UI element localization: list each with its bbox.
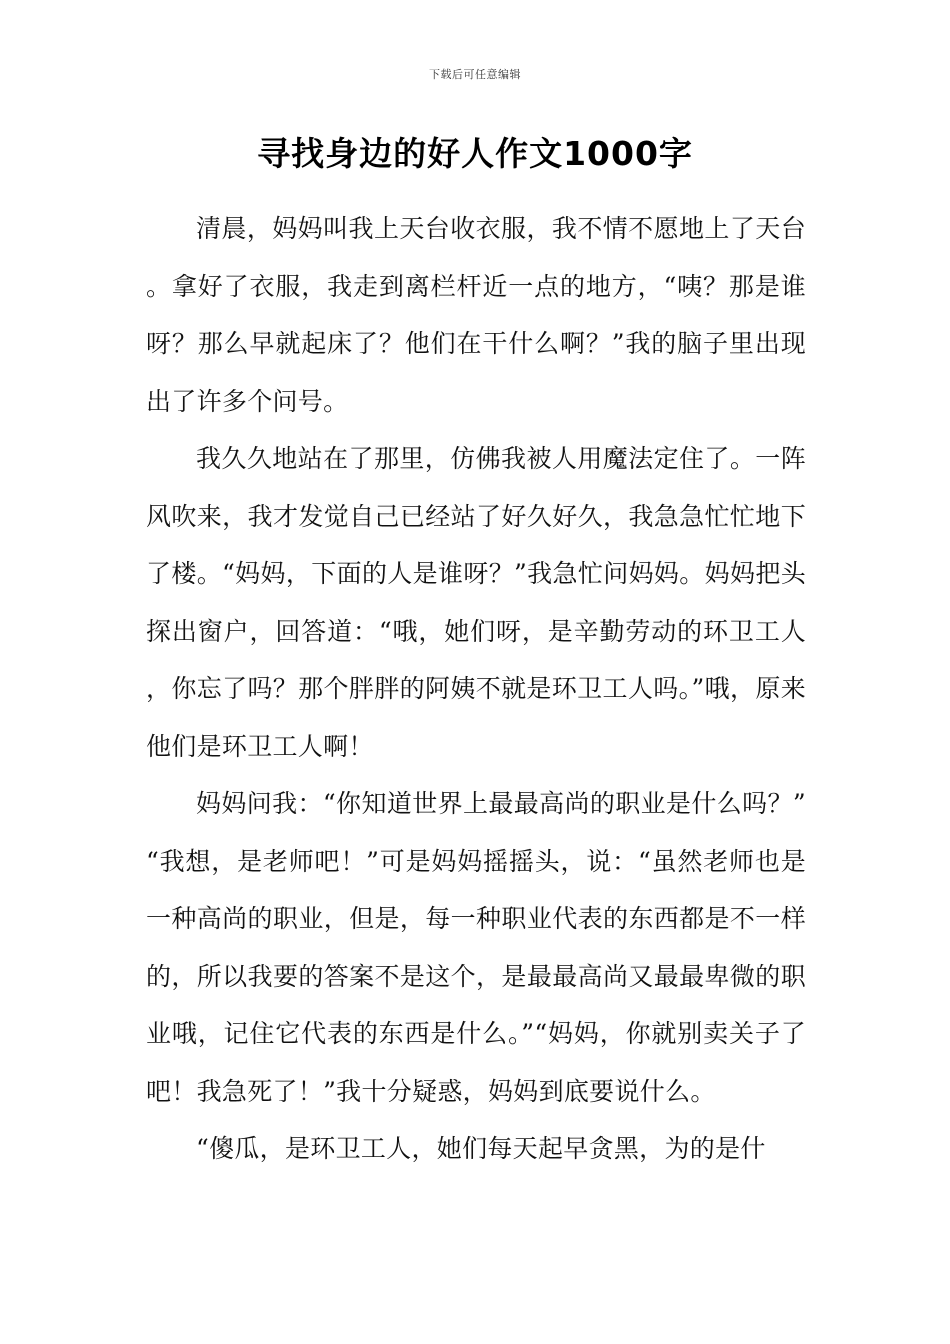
paragraph-3: 妈妈问我：“你知道世界上最最高尚的职业是什么吗？”“我想，是老师吧！”可是妈妈摇摇头，说：“虽然老师也是一种高尚的职业，但是，每一种职业代表的东西都是不一样的，所以我要的答案不是这个，是最最高尚又最最卑微的职业哦，记住它代表的东西是什么。”“妈妈，你就别卖关子了吧！我急死了！”我十分疑惑，妈妈到底要说什么。 [146,789,806,1106]
article-body [146,200,806,1178]
header-note: 下载后可任意编辑 [429,68,521,81]
paragraph-1: 清晨，妈妈叫我上天台收衣服，我不情不愿地上了天台。拿好了衣服，我走到离栏杆近一点的地方，“咦？那是谁呀？那么早就起床了？他们在干什么啊？”我的脑子里出现出了许多个问号。 [146,214,806,416]
document-title: 寻找身边的好人作文1000字 [257,134,693,173]
paragraph-4: “傻瓜，是环卫工人，她们每天起早贪黑，为的是什 [196,1134,766,1163]
paragraph-2: 我久久地站在了那里，仿佛我被人用魔法定住了。一阵风吹来，我才发觉自己已经站了好久好久，我急急忙忙地下了楼。“妈妈，下面的人是谁呀？”我急忙问妈妈。妈妈把头探出窗户，回答道：“哦，她们呀，是辛勤劳动的环卫工人，你忘了吗？那个胖胖的阿姨不就是环卫工人吗。”哦，原来他们是环卫工人啊！ [146,444,806,761]
